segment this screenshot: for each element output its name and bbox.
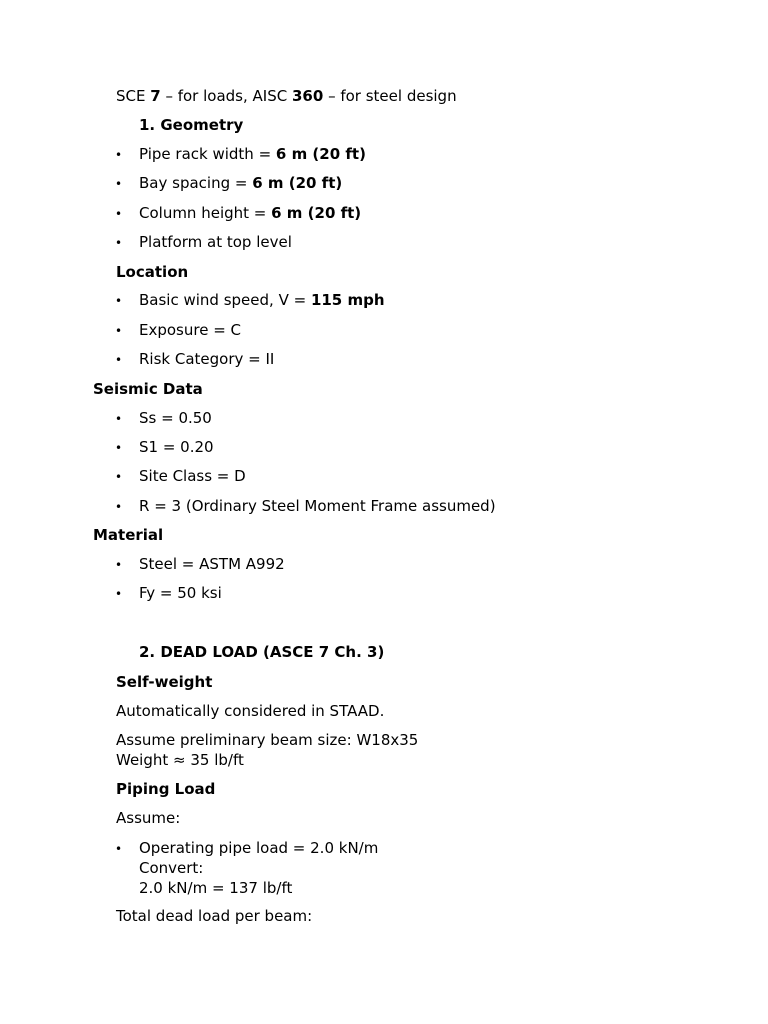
beam-size-text: Assume preliminary beam size: W18x35 (116, 731, 419, 749)
convert-text: Convert: (139, 859, 204, 877)
item-value: 6 m (20 ft) (275, 145, 366, 163)
intro-text-2: – for loads, AISC (160, 87, 292, 105)
bullet-icon: • (115, 236, 123, 250)
seismic-item-ss: Ss = 0.50 (139, 409, 212, 427)
seismic-item-s1: S1 = 0.20 (139, 438, 214, 456)
location-heading: Location (116, 263, 189, 281)
bullet-icon: • (115, 558, 123, 572)
item-value: 115 mph (310, 291, 385, 309)
location-item-exposure (139, 320, 241, 340)
total-dead-load-text: Total dead load per beam: (116, 907, 313, 925)
bullet-icon: • (115, 177, 123, 191)
intro-text-3: – for steel design (323, 87, 457, 105)
material-heading: Material (93, 526, 164, 544)
bullet-icon: • (115, 353, 123, 367)
bullet-icon: • (115, 148, 123, 162)
item-value: 6 m (20 ft) (271, 204, 362, 222)
geometry-item-column-height (139, 203, 361, 223)
geometry-item-width (139, 144, 366, 164)
item-label: Basic wind speed, V = (139, 291, 311, 309)
item-label: Exposure = C (139, 321, 242, 339)
pipe-load-text: Operating pipe load = 2.0 kN/m (139, 839, 379, 857)
bullet-icon: • (115, 294, 123, 308)
bullet-icon: • (115, 207, 123, 221)
item-label: Platform at top level (139, 233, 292, 251)
assume-text: Assume: (116, 809, 181, 827)
item-label: Bay spacing = (139, 174, 253, 192)
seismic-item-r-factor: R = 3 (Ordinary Steel Moment Frame assumed) (139, 497, 496, 515)
intro-text-1: SCE (116, 87, 151, 105)
geometry-item-platform (139, 232, 292, 252)
pipe-load-item (139, 838, 378, 898)
seismic-item-site-class: Site Class = D (139, 467, 246, 485)
bullet-icon: • (115, 842, 123, 856)
material-item-steel: Steel = ASTM A992 (139, 555, 285, 573)
piping-load-heading: Piping Load (116, 780, 216, 798)
bullet-icon: • (115, 587, 123, 601)
geometry-item-bay-spacing (139, 173, 342, 193)
intro-asce-number: 7 (150, 87, 161, 105)
intro-line (116, 86, 457, 106)
material-item-fy: Fy = 50 ksi (139, 584, 222, 602)
item-label: Risk Category = II (139, 350, 275, 368)
bullet-icon: • (115, 324, 123, 338)
bullet-icon: • (115, 441, 123, 455)
bullet-icon: • (115, 500, 123, 514)
location-item-risk-category (139, 349, 274, 369)
item-value: 6 m (20 ft) (252, 174, 343, 192)
self-weight-text: Automatically considered in STAAD. (116, 702, 385, 720)
bullet-icon: • (115, 412, 123, 426)
intro-aisc-number: 360 (291, 87, 324, 105)
item-label: Pipe rack width = (139, 145, 276, 163)
seismic-heading: Seismic Data (93, 380, 203, 398)
bullet-icon: • (115, 470, 123, 484)
geometry-heading: 1. Geometry (139, 116, 244, 134)
item-label: Column height = (139, 204, 272, 222)
beam-weight-text: Weight ≈ 35 lb/ft (116, 751, 244, 769)
self-weight-heading: Self-weight (116, 673, 213, 691)
conversion-text: 2.0 kN/m = 137 lb/ft (139, 879, 293, 897)
location-item-wind-speed (139, 290, 385, 310)
dead-load-heading: 2. DEAD LOAD (ASCE 7 Ch. 3) (139, 643, 385, 661)
